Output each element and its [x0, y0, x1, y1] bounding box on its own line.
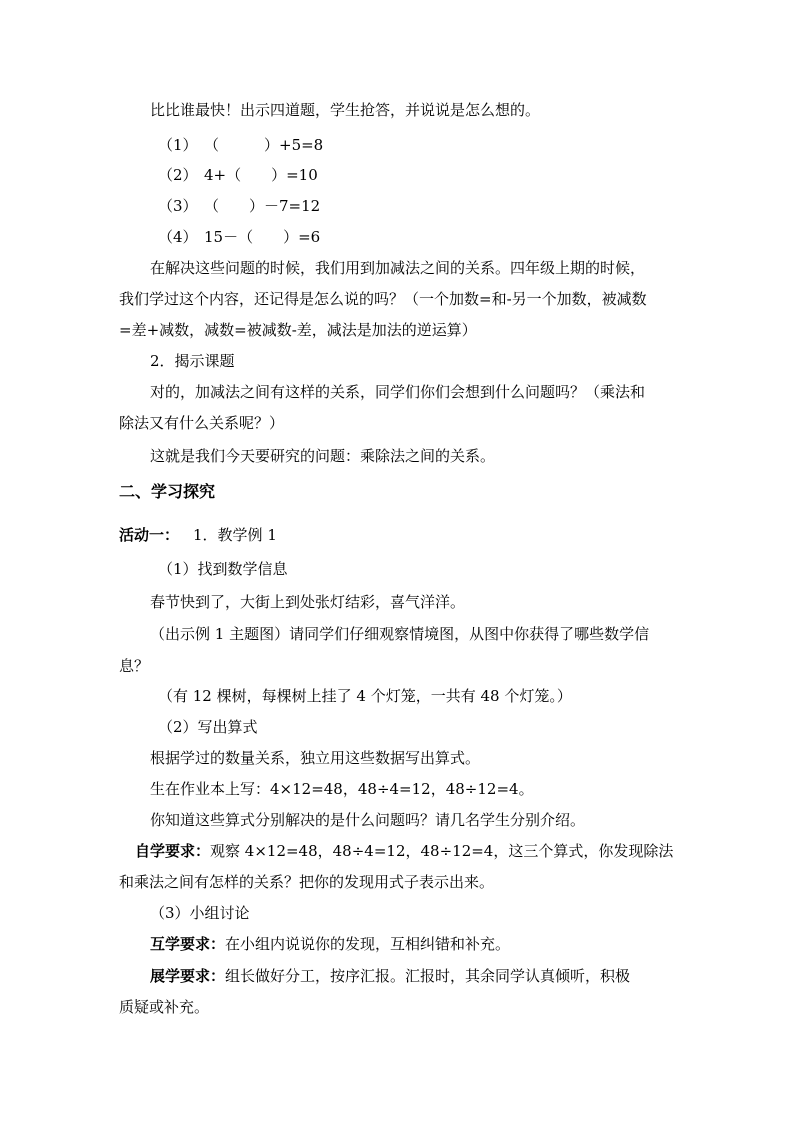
problem-number: （4） [158, 228, 198, 246]
requirement-label: 自学要求： [135, 842, 211, 860]
step-title: （2）写出算式 [158, 718, 258, 736]
paragraph-line: 我们学过这个内容，还记得是怎么说的吗？（一个加数=和-另一个加数，被减数 [119, 290, 647, 308]
problem-4 [158, 227, 320, 247]
paragraph-line: 在解决这些问题的时候，我们用到加减法之间的关系。四年级上期的时候， [150, 259, 646, 277]
paragraph-line: 春节快到了，大街上到处张灯结彩，喜气洋洋。 [150, 593, 466, 611]
self-study-requirement [135, 841, 673, 861]
step-title: （3）小组讨论 [150, 904, 250, 922]
paragraph-line: （出示例 1 主题图）请同学们仔细观察情境图，从图中你获得了哪些数学信 [150, 625, 650, 643]
paragraph-line: =差+减数，减数=被减数-差，减法是加法的逆运算） [119, 321, 477, 339]
problem-expression: （ ）－7=12 [204, 197, 321, 215]
activity-line [119, 525, 277, 545]
problem-1 [158, 135, 323, 155]
paragraph-line: 这就是我们今天要研究的问题：乘除法之间的关系。 [150, 447, 496, 465]
activity-label: 活动一： [119, 526, 180, 544]
requirement-text: 在小组内说说你的发现，互相纠错和补充。 [225, 935, 511, 953]
problem-expression: 15－（ ）=6 [204, 228, 321, 246]
paragraph-line: 息？ [119, 657, 150, 675]
reveal-title: 2．揭示课题 [150, 352, 235, 370]
requirement-label: 展学要求： [150, 967, 226, 985]
paragraph-line: 生在作业本上写：4×12=48，48÷4=12，48÷12=4。 [150, 780, 534, 798]
mutual-study-requirement [150, 934, 510, 954]
problem-3 [158, 196, 320, 216]
problem-number: （2） [158, 166, 198, 184]
paragraph-line: 对的，加减法之间有这样的关系，同学们你们会想到什么问题吗？（乘法和 [150, 383, 646, 401]
requirement-text: 观察 4×12=48，48÷4=12，48÷12=4，这三个算式，你发现除法 [210, 842, 674, 860]
activity-title: 1．教学例 1 [193, 526, 277, 544]
paragraph-line: 除法又有什么关系呢？） [119, 414, 285, 432]
section-heading: 二、学习探究 [119, 482, 216, 501]
intro-text: 比比谁最快！出示四道题，学生抢答，并说说是怎么想的。 [150, 101, 541, 119]
requirement-text: 组长做好分工，按序汇报。汇报时，其余同学认真倾听，积极 [225, 967, 631, 985]
paragraph-line: 你知道这些算式分别解决的是什么问题吗？请几名学生分别介绍。 [150, 811, 586, 829]
problem-2 [158, 165, 318, 185]
answer-text: （有 12 棵树，每棵树上挂了 4 个灯笼，一共有 48 个灯笼。） [158, 687, 572, 705]
show-study-requirement [150, 966, 630, 986]
paragraph-line: 和乘法之间有怎样的关系？把你的发现用式子表示出来。 [119, 873, 495, 891]
problem-expression: （ ）+5=8 [204, 136, 324, 154]
paragraph-line: 质疑或补充。 [119, 998, 210, 1016]
paragraph-line: 根据学过的数量关系，独立用这些数据写出算式。 [150, 749, 481, 767]
problem-number: （1） [158, 136, 198, 154]
requirement-label: 互学要求： [150, 935, 226, 953]
step-title: （1）找到数学信息 [158, 560, 288, 578]
problem-expression: 4+（ ）=10 [204, 166, 318, 184]
problem-number: （3） [158, 197, 198, 215]
